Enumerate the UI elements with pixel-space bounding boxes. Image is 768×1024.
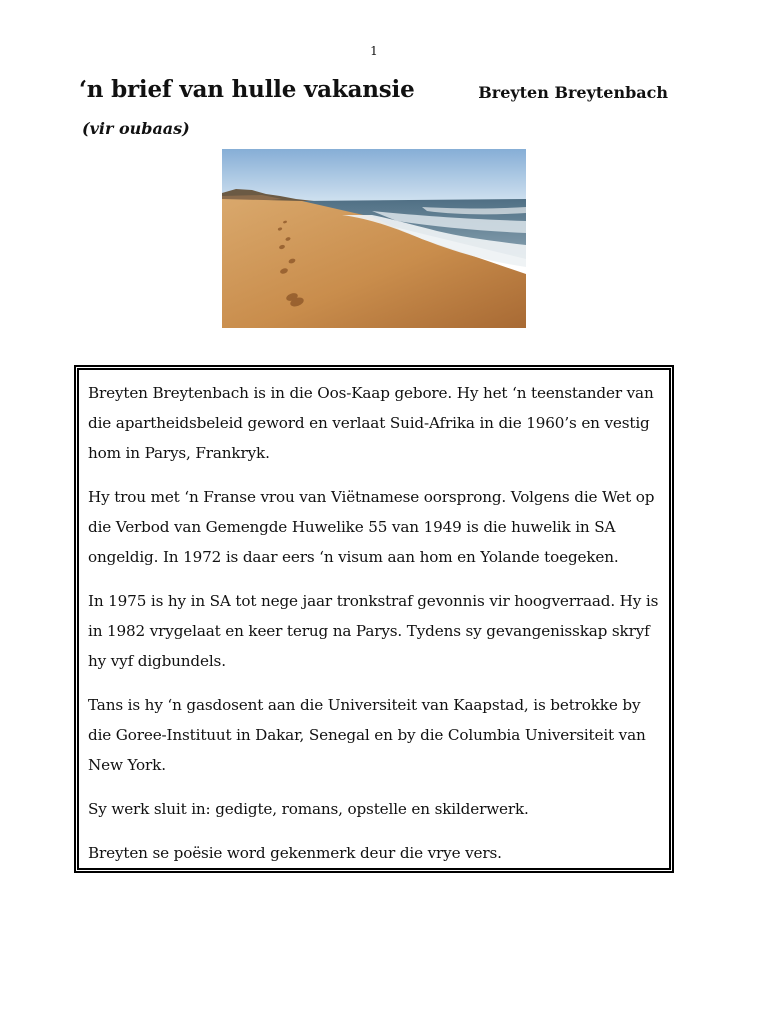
biography-content — [83, 374, 665, 864]
bio-paragraph: Hy trou met ‘n Franse vrou van Viëtnamese oorsprong. Volgens die Wet op die Verbod van Gemengde Huwelike 55 van 1949 is die huwelik in SA ongeldig. In 1972 is daar eers ‘n visum aan hom en Yolande toegeken. — [88, 488, 655, 566]
page-title: ‘n brief van hulle vakansie — [79, 76, 415, 103]
bio-paragraph: In 1975 is hy in SA tot nege jaar tronkstraf gevonnis vir hoogverraad. Hy is in 1982 vrygelaat en keer terug na Parys. Tydens sy gevangenisskap skryf hy vyf digbundels. — [88, 592, 659, 670]
biography-box — [74, 365, 674, 873]
dedication: (vir oubaas) — [82, 119, 190, 138]
bio-paragraph: Breyten se poësie word gekenmerk deur die vrye vers. — [88, 844, 502, 862]
author-name: Breyten Breytenbach — [478, 83, 668, 102]
page-number: 1 — [370, 44, 378, 58]
bio-paragraph: Sy werk sluit in: gedigte, romans, opstelle en skilderwerk. — [88, 800, 529, 818]
beach-photo — [222, 149, 526, 328]
bio-paragraph: Tans is hy ‘n gasdosent aan die Universiteit van Kaapstad, is betrokke by die Goree-Instituut in Dakar, Senegal en by die Columbia Universiteit van New York. — [88, 696, 646, 774]
bio-paragraph: Breyten Breytenbach is in die Oos-Kaap gebore. Hy het ‘n teenstander van die apartheidsbeleid geword en verlaat Suid-Afrika in die 1960’s en vestig hom in Parys, Frankryk. — [88, 384, 654, 462]
